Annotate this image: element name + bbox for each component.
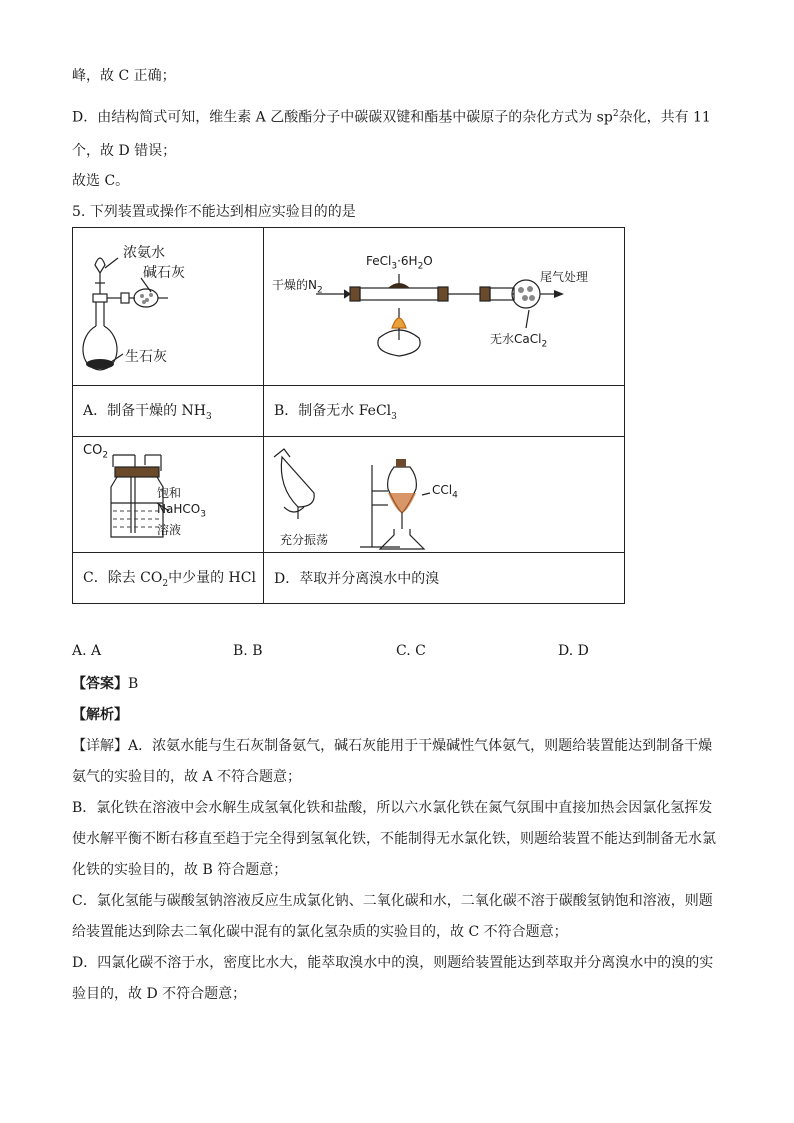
label-saturated-nahco3: [157, 485, 206, 538]
dry-n2-main: 干燥的N: [272, 278, 317, 292]
caption-b-sub: 3: [391, 411, 397, 422]
cell-fig-b: [264, 228, 625, 386]
option-b: B. B: [233, 643, 263, 659]
fecl3-h2-sub: 2: [417, 261, 424, 272]
detail-b-2: 使水解平衡不断右移直至趋于完全得到氢氧化铁，不能制得无水氯化铁，则题给装置不能达到制备无水氯: [72, 831, 716, 847]
nahco3-sub: 3: [200, 509, 206, 520]
label-anhydrous-cacl2: [490, 330, 547, 349]
fecl3-o: O: [423, 254, 433, 268]
label-soda-lime: 碱石灰: [143, 265, 185, 281]
prev-line-3: 个，故 D 错误；: [72, 143, 177, 159]
cacl2-sub: 2: [541, 339, 548, 350]
detail-d-1: D．四氯化碳不溶于水，密度比水大，能萃取溴水中的溴，则题给装置能达到萃取并分离溴水中的溴的实: [72, 955, 714, 971]
label-conc-ammonia: 浓氨水: [123, 245, 165, 261]
fecl3-rest: ·6H: [397, 254, 418, 268]
question-text: 下列装置或操作不能达到相应实验目的的是: [89, 204, 356, 220]
detail-c-2: 给装置能达到除去二氧化碳中混有的氯化氢杂质的实验目的，故 C 不符合题意；: [72, 924, 568, 940]
question-title: [72, 202, 356, 222]
nahco3-line-2: [157, 501, 206, 522]
caption-c: [73, 553, 264, 604]
detail-d-2: 验目的，故 D 不符合题意；: [72, 986, 247, 1002]
option-c: C. C: [396, 643, 426, 659]
caption-a-text: A．制备干燥的 NH: [83, 403, 207, 420]
detail-b-3: 化铁的实验目的，故 B 符合题意；: [72, 862, 288, 878]
label-fecl3-hexahydrate: [366, 254, 433, 271]
label-shake: 充分振荡: [280, 533, 329, 547]
fecl3-sample: [388, 283, 410, 288]
nahco3-line-3: 溶液: [157, 523, 182, 538]
caption-b: [264, 386, 625, 437]
caption-c-end: 中少量的 HCl: [168, 570, 256, 587]
cell-fig-d: [264, 437, 625, 553]
dry-n2-sub: 2: [316, 285, 323, 296]
apparatus-table: [72, 227, 625, 604]
cell-fig-a: [73, 228, 264, 386]
prev-line-2: [72, 104, 711, 128]
option-a: A. A: [72, 643, 102, 659]
caption-d: D．萃取并分离溴水中的溴: [264, 553, 625, 604]
label-exhaust: 尾气处理: [540, 270, 589, 284]
nahco3-main: NaHCO: [157, 502, 201, 516]
co2-main: CO: [83, 443, 103, 458]
prev-line-1: 峰，故 C 正确；: [72, 68, 176, 84]
option-d: D. D: [558, 643, 589, 659]
caption-c-text: C．除去 CO: [83, 570, 163, 587]
apparatus-a-figure: [73, 228, 263, 385]
prev-line-4: 故选 C。: [72, 173, 130, 189]
detail-a-1: 【详解】A．浓氨水能与生石灰制备氨气，碱石灰能用于干燥碱性气体氨气，则题给装置能达到制备干燥: [72, 738, 713, 754]
caption-a: [73, 386, 264, 437]
fecl3-main: FeCl: [366, 254, 392, 268]
ccl4-main: CCl: [432, 483, 453, 497]
answer-line: [72, 674, 138, 694]
cell-fig-c: [73, 437, 264, 553]
nahco3-line-1: 饱和: [157, 486, 182, 500]
analysis-label: 【解析】: [72, 707, 128, 723]
lime-solid: [86, 359, 114, 369]
prev-line-2-text: D．由结构简式可知，维生素 A 乙酸酯分子中碳碳双键和酯基中碳原子的杂化方式为 sp: [72, 109, 613, 126]
cacl2-main: 无水CaCl: [490, 332, 542, 346]
answer-label: 【答案】: [72, 676, 128, 692]
caption-c-sub: 2: [162, 578, 169, 589]
label-quicklime: 生石灰: [125, 349, 167, 365]
sp2-superscript: 2: [612, 109, 619, 119]
answer-value: B: [128, 676, 139, 692]
label-dry-n2: [272, 276, 323, 295]
caption-b-text: B．制备无水 FeCl: [274, 403, 392, 420]
fecl3-sub: 3: [391, 261, 398, 272]
prev-line-2-end: 杂化，共有 11: [618, 109, 711, 126]
detail-c-1: C．氯化氢能与碳酸氢钠溶液反应生成氯化钠、二氧化碳和水，二氧化碳不溶于碳酸氢钠饱和溶液，则题: [72, 893, 713, 909]
label-ccl4: [432, 483, 458, 500]
question-number: 5.: [72, 204, 86, 220]
ccl4-sub: 4: [452, 490, 458, 501]
apparatus-b-figure: [264, 228, 624, 385]
funnel-bulb: [95, 258, 105, 273]
caption-a-sub: 3: [206, 411, 212, 422]
co2-sub: 2: [102, 450, 109, 461]
label-co2-inlet: [83, 443, 108, 461]
detail-b-1: B．氯化铁在溶液中会水解生成氢氧化铁和盐酸，所以六水氯化铁在氮气氛围中直接加热会因氯化氢挥发: [72, 800, 713, 816]
detail-a-2: 氨气的实验目的，故 A 不符合题意；: [72, 769, 302, 785]
